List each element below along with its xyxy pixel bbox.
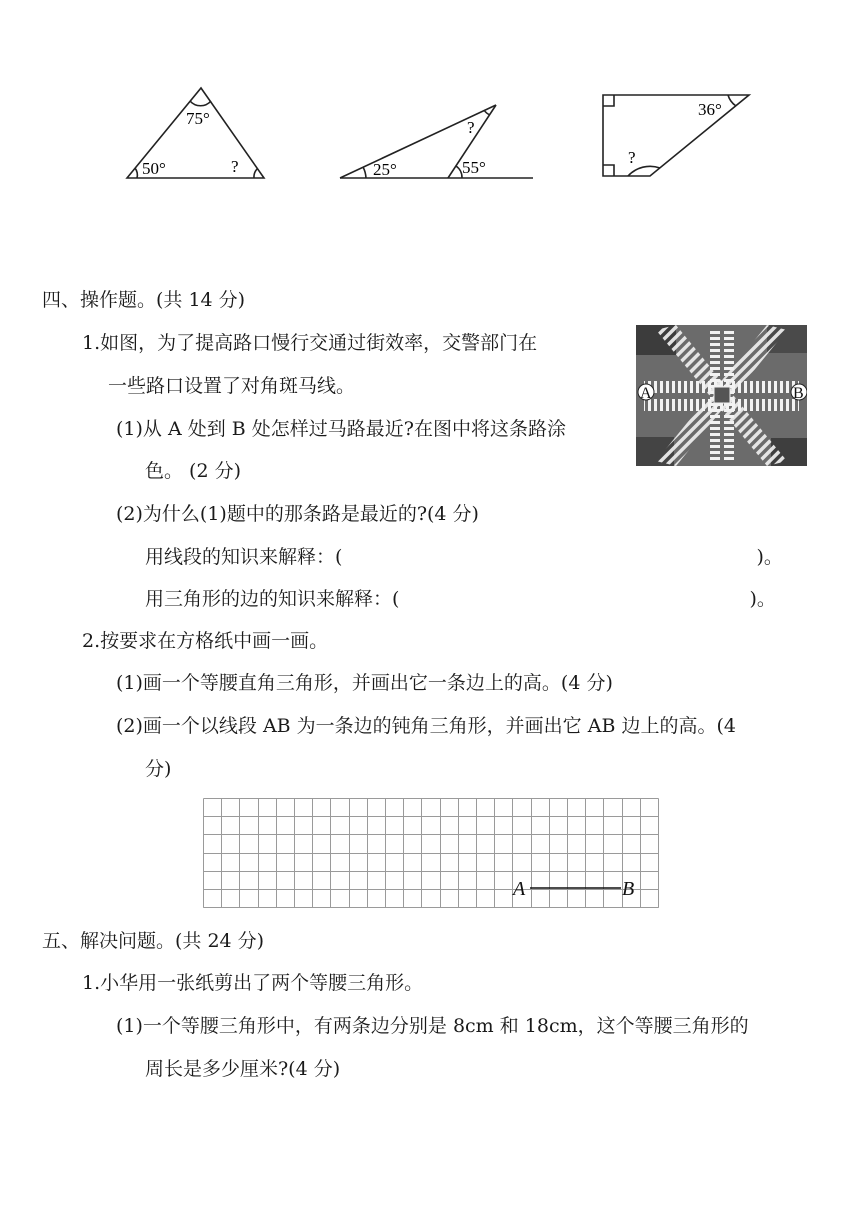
crosswalk-photo[interactable] — [636, 325, 807, 466]
explain-1-label: 用线段的知识来解释：( — [145, 546, 343, 568]
photo-label-a: A — [640, 385, 652, 402]
section-4-heading: 四、操作题。(共 14 分) — [42, 289, 246, 311]
q2-sub2-line-2: 分) — [145, 758, 172, 780]
quadrilateral-3 — [603, 95, 749, 176]
t3-bottom-angle: ? — [628, 148, 636, 167]
s5-q1-sub1-line-2: 周长是多少厘米?(4 分) — [145, 1058, 341, 1080]
q1-sub2: (2)为什么(1)题中的那条路是最近的?(4 分) — [116, 503, 479, 525]
q2-sub2-line-1: (2)画一个以线段 AB 为一条边的钝角三角形，并画出它 AB 边上的高。(4 — [116, 715, 736, 737]
explain-2-label: 用三角形的边的知识来解释：( — [145, 588, 400, 610]
t1-top-angle: 75° — [186, 109, 210, 128]
crosswalk-illustration — [636, 325, 807, 466]
q2-text: 2.按要求在方格纸中画一画。 — [82, 630, 329, 652]
t1-left-angle: 50° — [142, 159, 166, 178]
t2-left-angle: 25° — [373, 160, 397, 179]
q1-sub1-line-2: 色。 (2 分) — [145, 460, 241, 482]
explain-line-2 — [145, 587, 776, 611]
q1-text-line-1: 1.如图，为了提高路口慢行交通过街效率，交警部门在 — [82, 332, 538, 354]
triangle-2 — [340, 105, 533, 178]
q2-sub1: (1)画一个等腰直角三角形，并画出它一条边上的高。(4 分) — [116, 672, 613, 694]
s5-q1: 1.小华用一张纸剪出了两个等腰三角形。 — [82, 972, 424, 994]
photo-label-b: B — [793, 385, 804, 402]
angle-figures — [0, 80, 860, 190]
explain-2-close: )。 — [749, 588, 776, 610]
q1-text-line-2: 一些路口设置了对角斑马线。 — [108, 375, 356, 397]
grid-label-b: B — [622, 878, 635, 900]
section-5-heading: 五、解决问题。(共 24 分) — [42, 930, 265, 952]
s5-q1-sub1-line-1: (1)一个等腰三角形中，有两条边分别是 8cm 和 18cm，这个等腰三角形的 — [116, 1015, 749, 1037]
grid-label-a: A — [513, 878, 526, 900]
q1-sub1-line-1: (1)从 A 处到 B 处怎样过马路最近?在图中将这条路涂 — [116, 418, 566, 440]
t1-right-angle: ? — [231, 157, 239, 176]
explain-1-close: )。 — [756, 546, 783, 568]
explain-line-1 — [145, 545, 783, 569]
t2-exterior-angle: 55° — [462, 158, 486, 177]
t3-top-angle: 36° — [698, 100, 722, 119]
grid-paper[interactable] — [203, 798, 660, 908]
t2-top-angle: ? — [467, 118, 475, 137]
